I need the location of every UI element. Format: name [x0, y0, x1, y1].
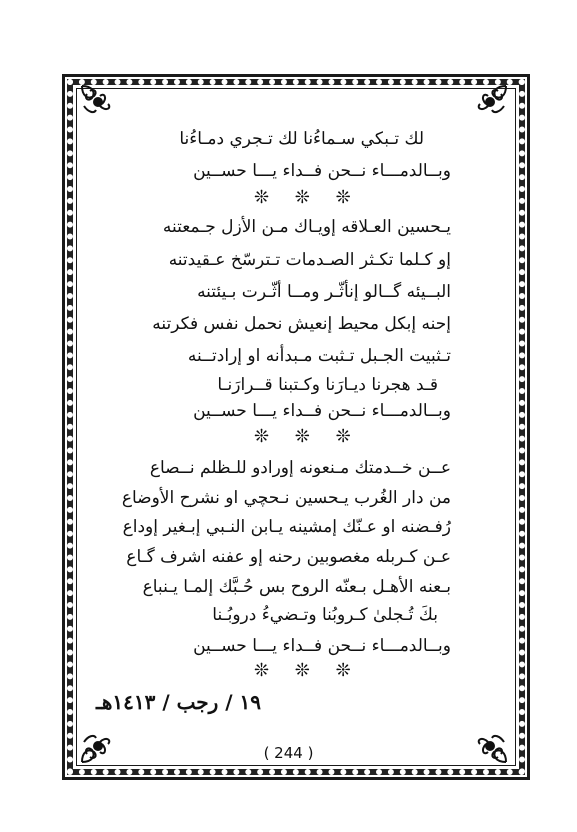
- page-number: ( 244 ): [263, 744, 314, 762]
- stars-separator: ❊ ❊ ❊: [254, 187, 361, 208]
- verse-line: إحنه إبكل محيط إنعيش نحمل نفس فكرتنه: [152, 314, 451, 334]
- verse-line: لك تـبكي سـماءُنا لك تـجري دمـاءُنا: [179, 129, 424, 149]
- verse-line: عـن كـربله مغصوبين رحنه إو عفنه اشرف گـاع: [126, 547, 451, 567]
- corner-ornament-icon: [470, 82, 510, 122]
- verse-line: يـحسين العـلاقه إويـاك مـن الأزل جـمعتنه: [162, 217, 451, 237]
- stars-separator: ❊ ❊ ❊: [254, 660, 361, 681]
- refrain-line: وبــالدمـــاء نــحن فــداء يـــا حســين: [193, 636, 451, 656]
- verse-line: رُفـضنه او عـنّك إمشينه يـابن النـبي إبـغير إوداع: [122, 517, 451, 537]
- corner-ornament-icon: [78, 82, 118, 122]
- verse-line: إو كـلما تكـثر الصـدمات تـترسّخ عـقيدتنه: [168, 250, 451, 270]
- refrain-line: وبــالدمـــاء نــحن فــداء يـــا حســين: [193, 161, 451, 181]
- verse-line: بـعنه الأهـل بـعنّه الروح بس حُـبَّك إلمـا يـنباع: [142, 577, 451, 597]
- refrain-line: وبــالدمـــاء نــحن فــداء يـــا حســين: [193, 401, 451, 421]
- verse-line: قـد هجرنا ديـارَنا وكـتبنا قــرارَنـا: [217, 375, 438, 395]
- verse-line: من دار الغُرب يـحسين نـحچي او نشرح الأوضاع: [121, 488, 451, 508]
- poem-date: ١٩ / رجب / ١٤١٣هـ: [96, 690, 261, 714]
- verse-line: تـثبيت الجـبل تـثبت مـبدأنه او إرادتــنه: [187, 346, 451, 366]
- verse-line: عــن خــدمتك مـنعونه إورادو للـظلم نــصاع: [149, 458, 451, 478]
- verse-line: البــيئه گــالو إنأثّـر ومــا أثّـرت بـيئتنه: [197, 282, 451, 302]
- stars-separator: ❊ ❊ ❊: [254, 426, 361, 447]
- verse-line: بكَ تُـجلىٰ كـروبُنا وتـضيءُ دروبُـنا: [212, 605, 438, 625]
